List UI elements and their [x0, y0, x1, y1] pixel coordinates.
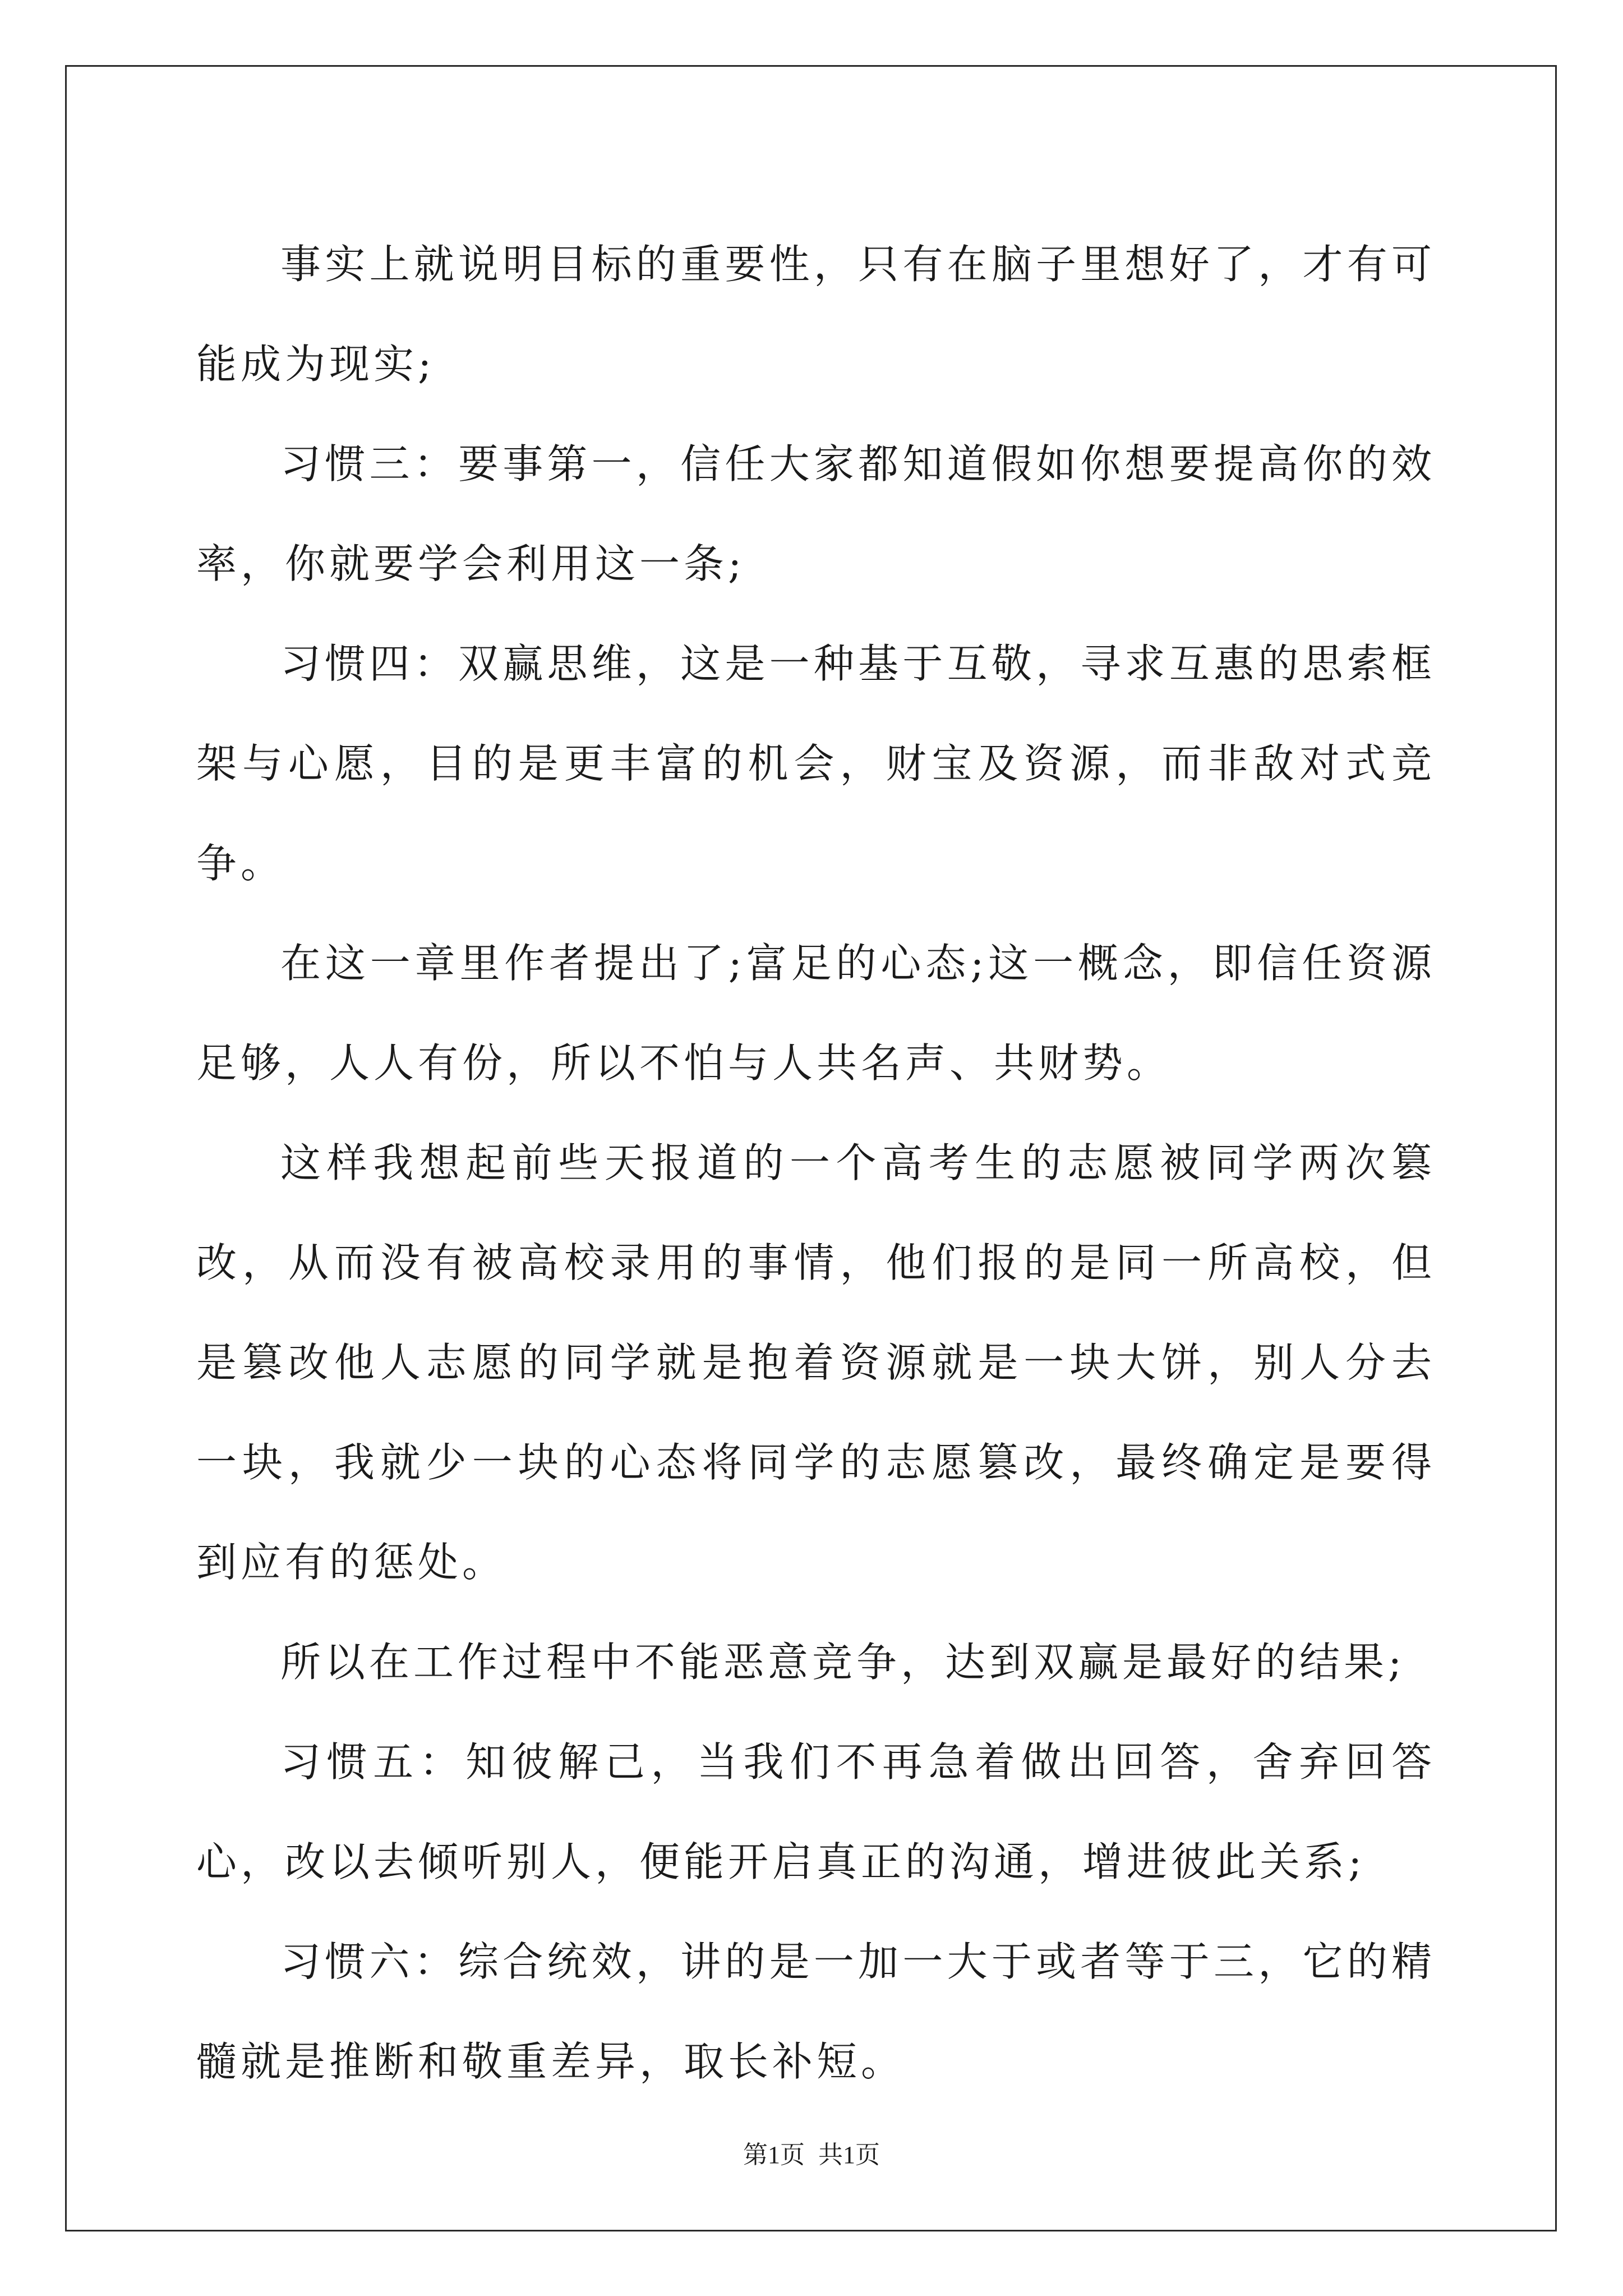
- paragraph: 习惯五：知彼解己，当我们不再急着做出回答，舍弃回答心，改以去倾听别人，便能开启真正的沟通，增进彼此关系;: [196, 1738, 1436, 1885]
- paragraph: 所以在工作过程中不能恶意竞争，达到双赢是最好的结果;: [280, 1639, 1406, 1686]
- page-number-total: 共1页: [818, 2141, 880, 2169]
- page-number-current: 第1页: [743, 2141, 805, 2169]
- paragraph: 在这一章里作者提出了;富足的心态;这一概念，即信任资源足够，人人有份，所以不怕与人共名声、共财势。: [196, 940, 1436, 1087]
- paragraph: 习惯三：要事第一，信任大家都知道假如你想要提高你的效率，你就要学会利用这一条;: [196, 440, 1436, 587]
- paragraph: 事实上就说明目标的重要性，只有在脑子里想好了，才有可能成为现实;: [196, 241, 1436, 388]
- document-body: [196, 214, 1436, 2111]
- paragraph: 习惯六：综合统效，讲的是一加一大于或者等于三，它的精髓就是推断和敬重差异，取长补短。: [196, 1938, 1436, 2085]
- paragraph: 这样我想起前些天报道的一个高考生的志愿被同学两次篡改，从而没有被高校录用的事情，他们报的是同一所高校，但是篡改他人志愿的同学就是抱着资源就是一块大饼，别人分去一块，我就少一块的心态将同学的志愿篡改，最终确定是要得到应有的惩处。: [196, 1139, 1436, 1586]
- paragraph: 习惯四：双赢思维，这是一种基于互敬，寻求互惠的思索框架与心愿，目的是更丰富的机会，财宝及资源，而非敌对式竞争。: [196, 640, 1436, 887]
- page-footer: [0, 2138, 1623, 2172]
